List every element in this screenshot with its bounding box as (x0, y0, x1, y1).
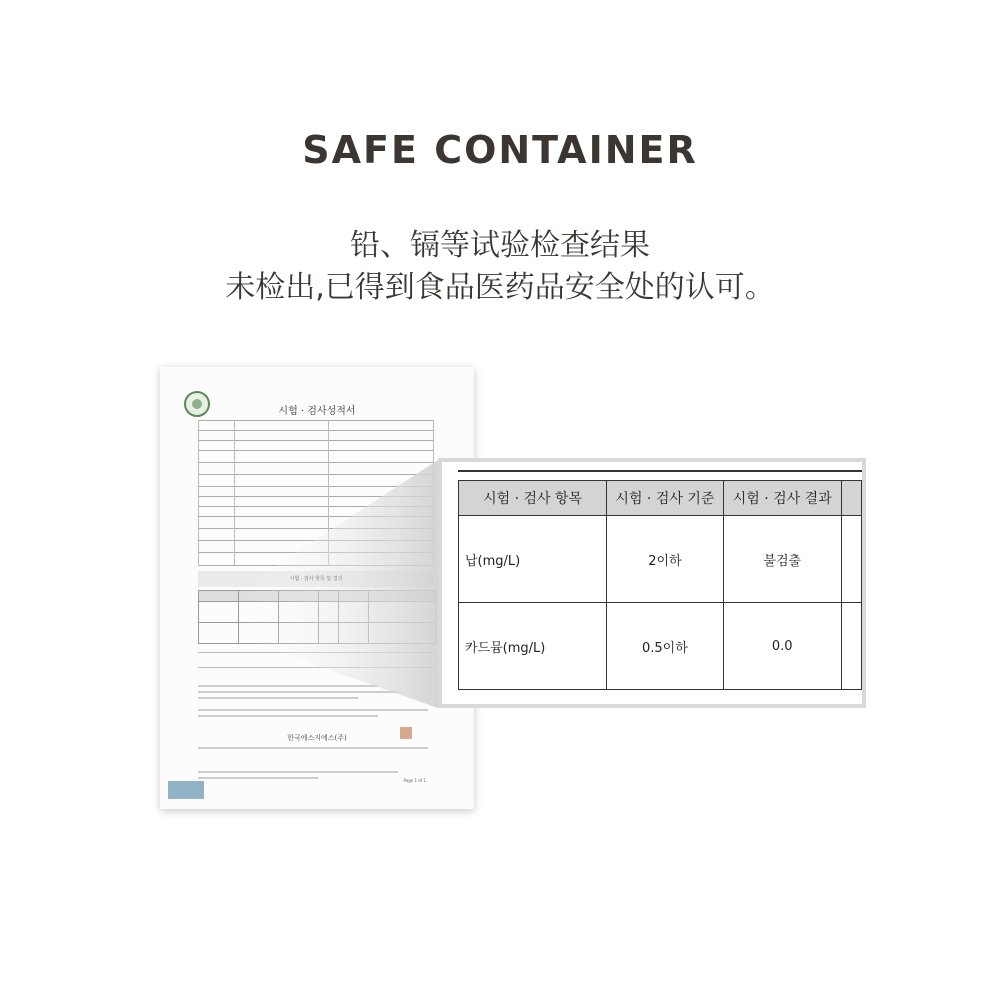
table-row (459, 603, 862, 690)
row-item: 납(mg/L) (459, 516, 607, 603)
row-result: 0.0 (723, 603, 841, 690)
subtitle-line-1: 铅、镉等试验检查结果 (350, 228, 650, 263)
row-extra (841, 603, 861, 690)
certificate-title: 시험 · 검사성적서 (278, 406, 356, 417)
header-extra (841, 481, 861, 516)
subtitle-line-2: 未检出,已得到食品医药品安全处的认可。 (225, 270, 775, 305)
row-standard: 2이하 (607, 516, 723, 603)
row-item: 카드뮴(mg/L) (459, 603, 607, 690)
header-result: 시험 · 검사 결과 (723, 481, 841, 516)
header-standard: 시험 · 검사 기준 (607, 481, 723, 516)
header-item: 시험 · 검사 항목 (459, 481, 607, 516)
certificate-page-number: Page 1 of 1 (403, 778, 426, 783)
row-extra (841, 516, 861, 603)
page-title: SAFE CONTAINER (302, 128, 698, 172)
zoomed-results-panel (438, 458, 866, 708)
row-standard: 0.5이하 (607, 603, 723, 690)
certificate-company: 한국에스지에스(주) (287, 734, 347, 742)
table-header-row (459, 481, 862, 516)
row-result: 불검출 (723, 516, 841, 603)
zoomed-results-table (458, 480, 862, 690)
table-row (459, 516, 862, 603)
